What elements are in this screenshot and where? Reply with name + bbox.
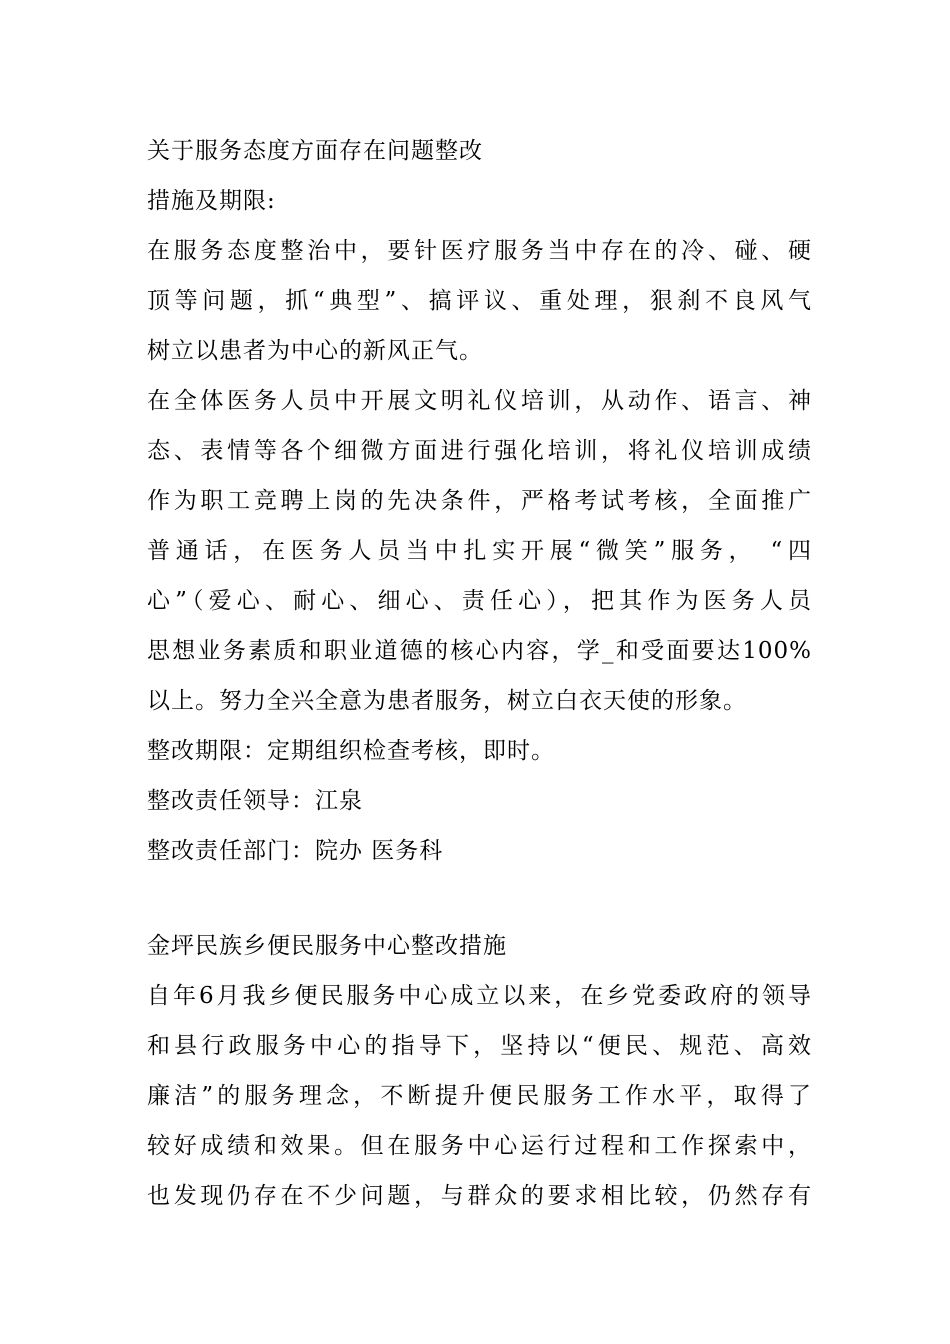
text-line: 普通话，在医务人员当中扎实开展“微笑”服务， “四 bbox=[147, 538, 812, 564]
text-line: 心”（爱心、耐心、细心、责任心），把其作为医务人员 bbox=[147, 588, 812, 614]
text-line: 树立以患者为中心的新风正气。 bbox=[147, 338, 483, 364]
text-line: 廉洁”的服务理念，不断提升便民服务工作水平，取得了 bbox=[147, 1083, 812, 1109]
text-line: 作为职工竞聘上岗的先决条件，严格考试考核，全面推广 bbox=[147, 488, 812, 514]
text-line: 态、表情等各个细微方面进行强化培训，将礼仪培训成绩 bbox=[147, 438, 812, 464]
text-line: 在服务态度整治中，要针医疗服务当中存在的冷、碰、硬 bbox=[147, 238, 812, 264]
section-convenience-center bbox=[147, 921, 812, 1221]
text-line: 思想业务素质和职业道德的核心内容，学_和受面要达100% bbox=[147, 638, 812, 664]
text-line: 措施及期限: bbox=[147, 188, 276, 214]
text-line: 较好成绩和效果。但在服务中心运行过程和工作探索中， bbox=[147, 1133, 812, 1159]
text-line: 也发现仍存在不少问题，与群众的要求相比较，仍然存有 bbox=[147, 1183, 812, 1209]
deadline-line: 整改期限：定期组织检查考核，即时。 bbox=[147, 738, 555, 764]
responsible-department-line: 整改责任部门：院办 医务科 bbox=[147, 838, 444, 864]
text-line: 以上。努力全兴全意为患者服务，树立白衣天使的形象。 bbox=[147, 688, 747, 714]
responsible-leader-line: 整改责任领导：江泉 bbox=[147, 788, 363, 814]
text-line: 在全体医务人员中开展文明礼仪培训，从动作、语言、神 bbox=[147, 388, 812, 414]
text-line: 和县行政服务中心的指导下，坚持以“便民、规范、高效 bbox=[147, 1033, 812, 1059]
section-service-attitude bbox=[147, 126, 812, 876]
section-title: 关于服务态度方面存在问题整改 bbox=[147, 138, 483, 164]
section-title: 金坪民族乡便民服务中心整改措施 bbox=[147, 933, 507, 959]
text-line: 顶等问题，抓“典型”、搞评议、重处理，狠刹不良风气 bbox=[147, 288, 812, 314]
text-line: 自年6月我乡便民服务中心成立以来，在乡党委政府的领导 bbox=[147, 983, 812, 1009]
